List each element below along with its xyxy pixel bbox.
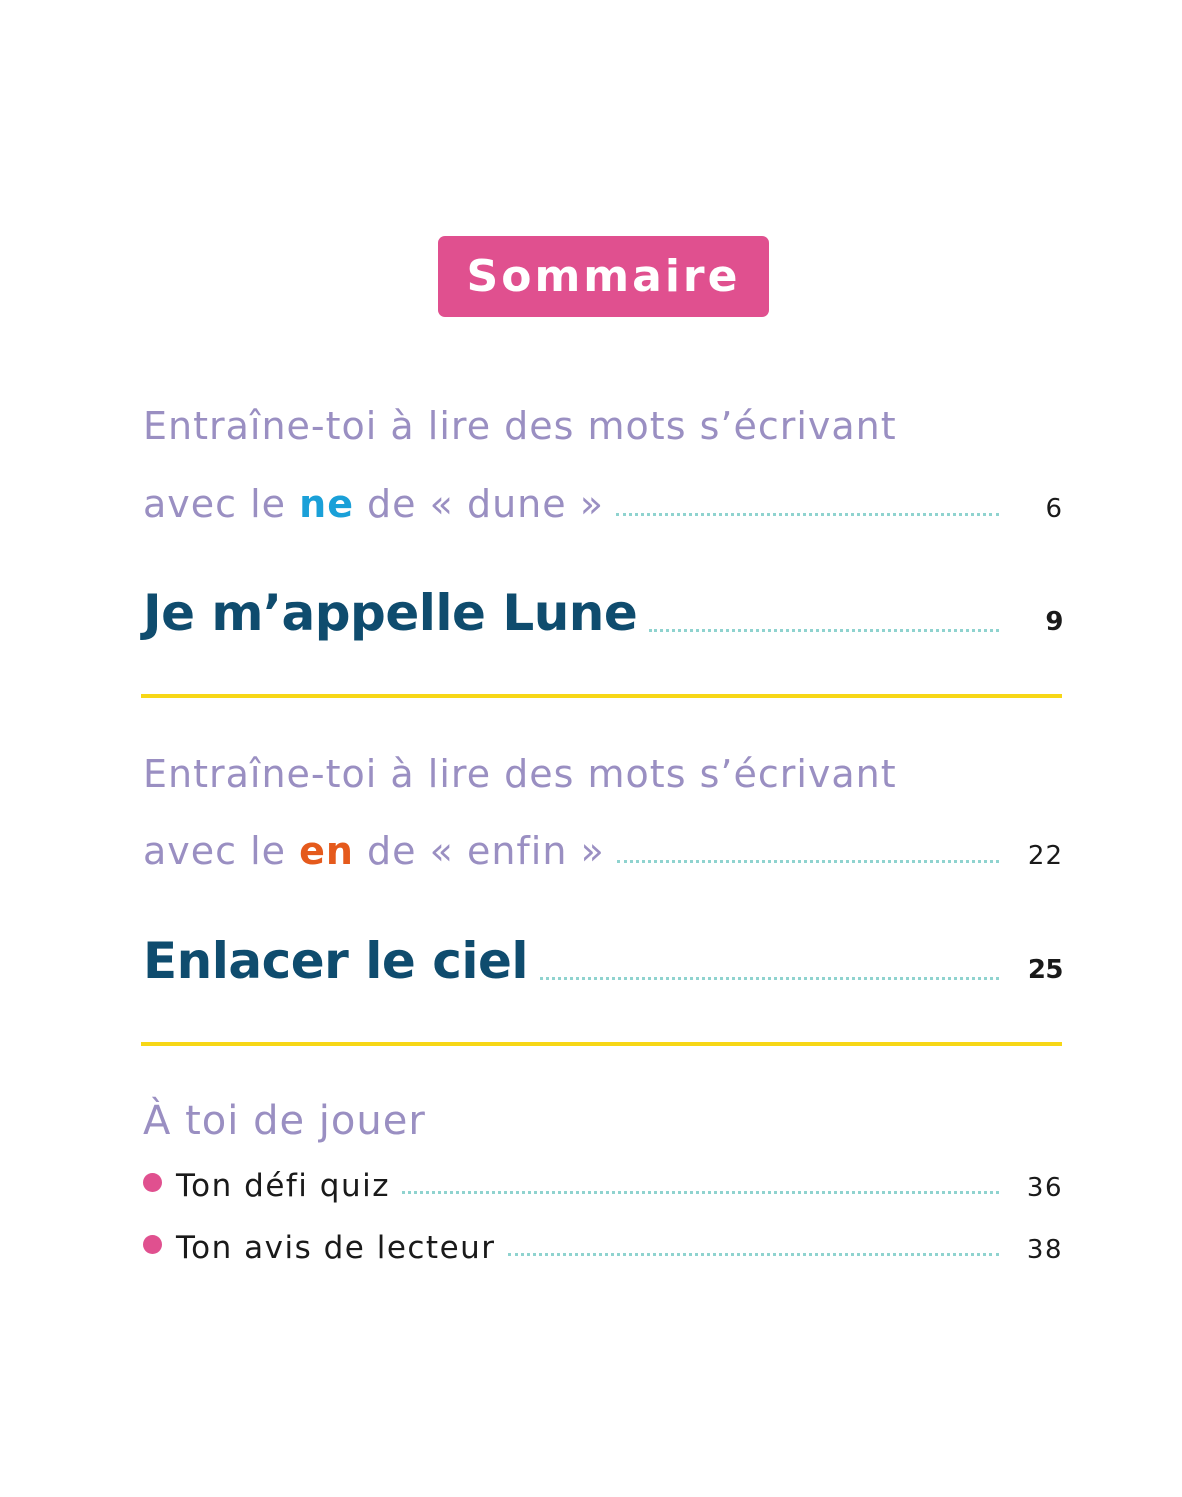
section1-intro-line1-text: Entraîne-toi à lire des mots s’écrivant — [143, 404, 897, 448]
story-title: Enlacer le ciel — [143, 932, 529, 990]
item-label: Ton défi quiz — [176, 1168, 390, 1204]
section1-story-entry[interactable] — [143, 584, 1063, 642]
page-number: 9 — [1045, 607, 1063, 637]
section-divider — [141, 1042, 1062, 1046]
section1-intro-line1 — [143, 404, 1063, 448]
dot-leader — [617, 860, 999, 863]
page-number: 22 — [1027, 841, 1063, 871]
list-item[interactable] — [143, 1230, 1063, 1266]
bullet-icon — [143, 1173, 162, 1192]
play-heading-text: À toi de jouer — [143, 1098, 426, 1144]
section-divider — [141, 694, 1062, 698]
dot-leader — [508, 1253, 999, 1256]
section2-story-entry[interactable] — [143, 932, 1063, 990]
highlight-ne: ne — [299, 482, 354, 526]
intro-post-text: de « enfin » — [353, 829, 605, 873]
page-number: 36 — [1026, 1173, 1063, 1203]
list-item[interactable] — [143, 1168, 1063, 1204]
highlight-en: en — [299, 829, 354, 873]
section2-intro-line2 — [143, 829, 605, 873]
item-label: Ton avis de lecteur — [176, 1230, 496, 1266]
dot-leader — [616, 513, 999, 516]
story-title: Je m’appelle Lune — [143, 584, 638, 642]
section2-intro-line1 — [143, 752, 1063, 796]
section2-intro-entry[interactable] — [143, 829, 1063, 873]
section2-intro-line1-text: Entraîne-toi à lire des mots s’écrivant — [143, 752, 897, 796]
dot-leader — [649, 629, 999, 632]
sommaire-title: Sommaire — [438, 236, 769, 317]
page-number: 25 — [1027, 955, 1063, 985]
dot-leader — [402, 1191, 999, 1194]
dot-leader — [540, 977, 999, 980]
bullet-icon — [143, 1235, 162, 1254]
page-number: 6 — [1045, 494, 1063, 524]
section1-intro-line2 — [143, 482, 604, 526]
intro-pre-text: avec le — [143, 482, 300, 526]
intro-pre-text: avec le — [143, 829, 300, 873]
play-heading — [143, 1098, 1063, 1144]
intro-post-text: de « dune » — [353, 482, 604, 526]
section1-intro-entry[interactable] — [143, 482, 1063, 526]
page-number: 38 — [1026, 1235, 1063, 1265]
